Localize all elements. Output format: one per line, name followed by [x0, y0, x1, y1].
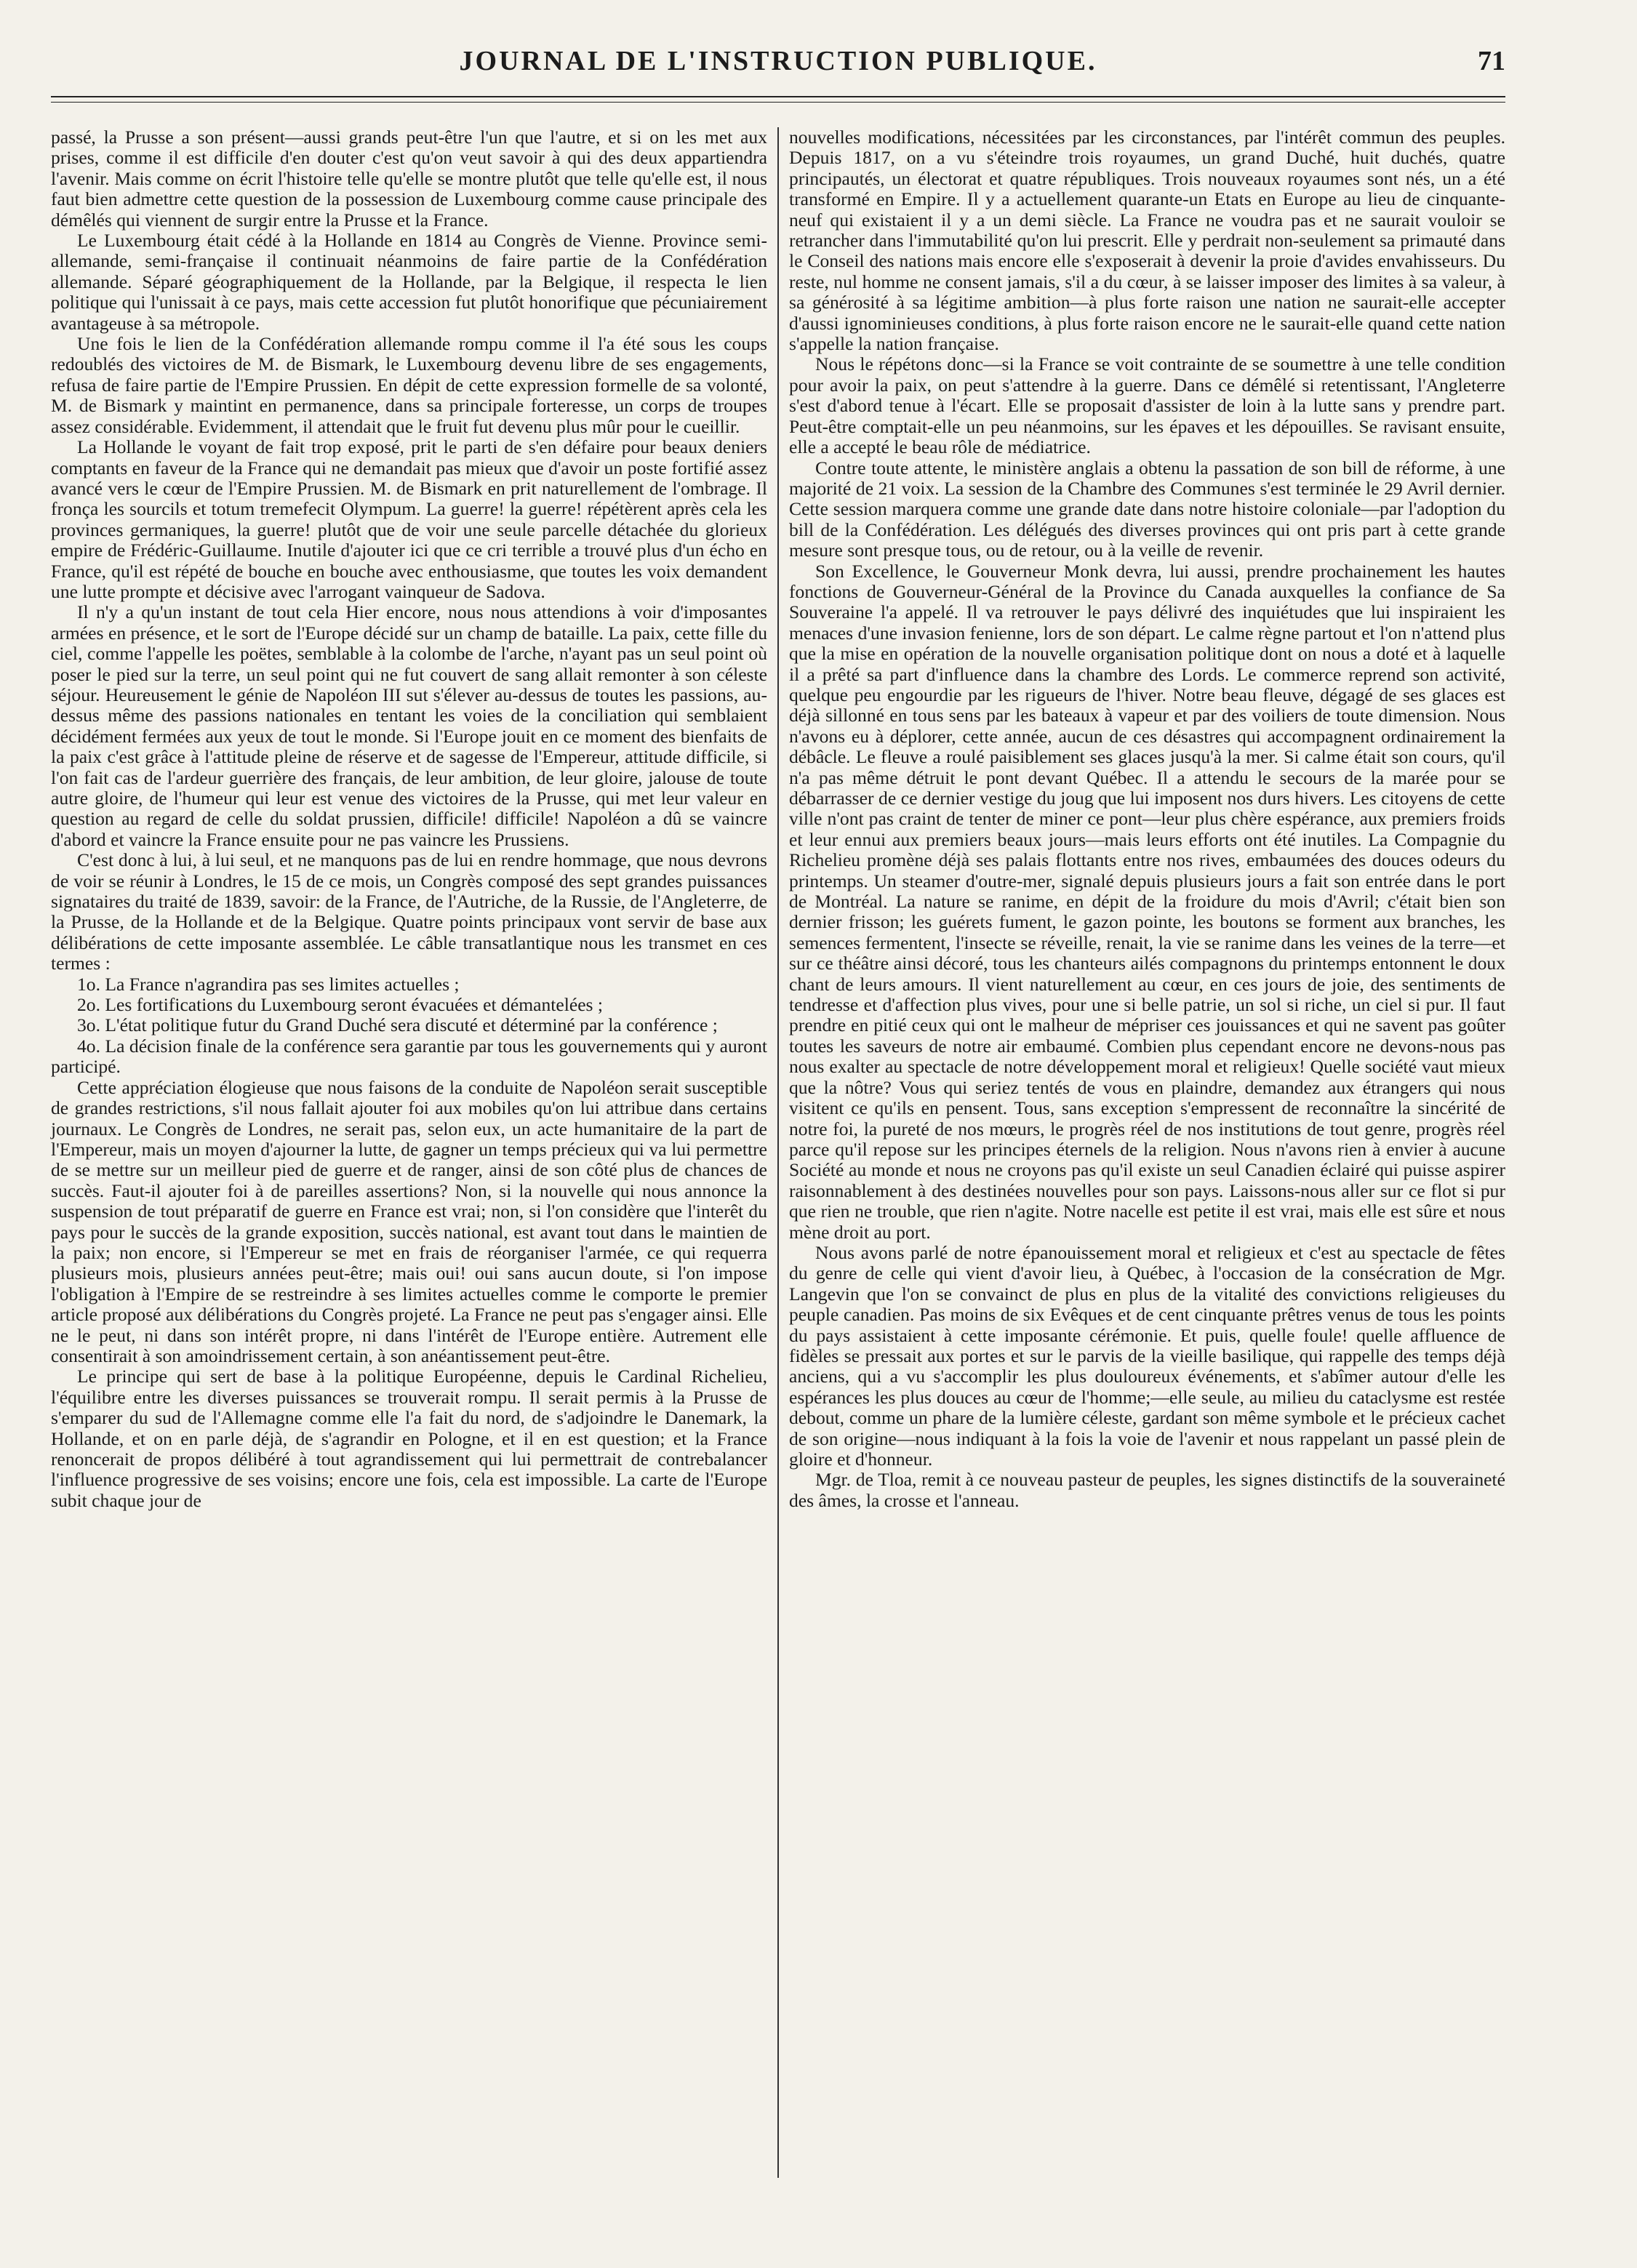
page-number: 71 [1478, 46, 1505, 76]
paragraph: nouvelles modifications, nécessitées par les circonstances, par l'intérêt commun des peuples. Depuis 1817, on a vu s'éteindre trois royaumes, un grand Duché, huit duchés, quatre principautés, un électorat et quatre républiques. Trois nouveaux royaumes sont nés, un a été transformé en Empire. Il y a actuellement quarante-un Etats en Europe au lieu de cinquante-neuf qui existaient il y a un demi siècle. La France ne voudra pas et ne saurait vouloir se retrancher dans l'immutabilité qu'on lui prescrit. Elle y perdrait non-seulement sa primauté dans le Conseil des nations mais encore elle s'exposerait à devenir la proie d'avides envahisseurs. Du reste, nul homme ne consent jamais, s'il a du cœur, à se laisser imposer des limites à sa valeur, à sa générosité à sa légitime ambition—à plus forte raison une nation ne saurait-elle accepter d'aussi ignominieuses conditions, à plus forte raison encore ne le saurait-elle quand cette nation s'appelle la nation française. [789, 127, 1505, 355]
list-item: 4o. La décision finale de la conférence sera garantie par tous les gouvernements qui y auront participé. [51, 1035, 767, 1078]
paragraph: Le principe qui sert de base à la politique Européenne, depuis le Cardinal Richelieu, l'équilibre entre les diverses puissances se trouverait rompu. Il serait permis à la Prusse de s'emparer du sud de l'Allemagne comme elle l'a fait du nord, de s'adjoindre le Danemark, la Hollande, et on en parle déjà, de s'agrandir en Pologne, et il en est question; et la France renoncerait de propos délibéré à tout agrandissement qui lui permettrait de contrebalancer l'influence progressive de ses voisins; encore une fois, cela est impossible. La carte de l'Europe subit chaque jour de [51, 1366, 767, 1511]
list-item: 1o. La France n'agrandira pas ses limites actuelles ; [77, 973, 460, 995]
header-rule-thin [51, 102, 1505, 103]
paragraph: Mgr. de Tloa, remit à ce nouveau pasteur de peuples, les signes distinctifs de la souveraineté des âmes, la crosse et l'anneau. [789, 1469, 1505, 1511]
list-item: 2o. Les fortifications du Luxembourg seront évacuées et démantelées ; [77, 994, 604, 1016]
paragraph: Nous avons parlé de notre épanouissement moral et religieux et c'est au spectacle de fêtes du genre de celle qui vient d'avoir lieu, à Québec, à l'occasion de la consécration de Mgr. Langevin que l'on se convainct de plus en plus de la vitalité des convictions religieuses du peuple canadien. Pas moins de six Evêques et de cent cinquante prêtres venus de tous les points du pays assistaient à cette imposante cérémonie. Et puis, quelle foule! quelle affluence de fidèles se pressait aux portes et sur le parvis de la vieille basilique, qui rappelle des temps déjà anciens, qui a vu s'accomplir les plus douloureux événements, et s'abîmer autour d'elle les espérances les plus douces au cœur de l'homme;—elle seule, au milieu du cataclysme est restée debout, comme un phare de la lumière céleste, gardant son même symbole et le précieux cachet de son origine—nous indiquant à la fois la voie de l'avenir et nous rappelant un passé plein de gloire et d'honneur. [789, 1241, 1505, 1470]
running-title: JOURNAL DE L'INSTRUCTION PUBLIQUE. [459, 46, 1097, 76]
header-rule [51, 96, 1505, 97]
left-column [51, 127, 767, 1511]
right-column [789, 127, 1505, 1511]
paragraph: Son Excellence, le Gouverneur Monk devra, lui aussi, prendre prochainement les hautes fonctions de Gouverneur-Général de la Province du Canada auxquelles la confiance de Sa Souveraine l'a appelé. Il va retrouver le pays délivré des inquiétudes que lui inspiraient les menaces d'une invasion fenienne, lors de son départ. Le calme règne partout et l'on n'attend plus que la mise en opération de la nouvelle organisation politique dont on nous a doté et à laquelle il a prêté sa part d'influence dans la chambre des Lords. Le commerce reprend son activité, quelque peu engourdie par les rigueurs de l'hiver. Notre beau fleuve, dégagé de ses glaces est déjà sillonné en tous sens par les bateaux à vapeur et par des voiliers de toute dimension. Nous n'avons eu à déplorer, cette année, aucun de ces désastres qui accompagnent ordinairement la débâcle. Le fleuve a roulé paisiblement ses glaces jusqu'à la mer. Si calme était son cours, qu'il n'a pas même détruit le pont devant Québec. Il a attendu le secours de la marée pour se débarrasser de ce dernier vestige du joug que lui imposent nos durs hivers. Les citoyens de cette ville n'ont pas craint de tenter de miner ce pont—leur plus chère espérance, aux premiers froids et leur ennui aux premiers beaux jours—mais leurs efforts ont été inutiles. La Compagnie du Richelieu promène déjà ses palais flottants entre nos rives, embaumées des douces odeurs du printemps. Un steamer d'outre-mer, signalé depuis plusieurs jours a fait son entrée dans le port de Montréal. La nature se ranime, en dépit de la froidure du mois d'Avril; c'était bien son dernier frisson; les guérets fument, le gazon pointe, les boutons se forment aux branches, les semences fermentent, l'insecte se réveille, renait, la vie se ranime dans les veines de la terre—et sur ce théâtre ainsi décoré, tous les chanteurs ailés compagnons du printemps entonnent le doux chant de leurs amours. Il vient naturellement au cœur, en ces jours de joie, des sentiments de tendresse et d'affection plus vives, pour une si belle patrie, un sol si riche, un ciel si pur. Il faut prendre en pitié ceux qui ont le malheur de mépriser ces jouissances et qui ne savent pas goûter toutes les saveurs de notre air embaumé. Combien plus cependant encore ne devons-nous pas nous exalter au spectacle de notre développement moral et religieux! Quelle société vaut mieux que la nôtre? Vous qui seriez tentés de vous en plaindre, demandez aux étrangers qui nous visitent ce qu'ils en pensent. Tous, sans exception s'empressent de reconnaître la sincérité de notre foi, la pureté de nos mœurs, le progrès réel de nos institutions de tout genre, progrès réel parce qu'il repose sur les principes éternels de la religion. Nous n'avons rien à envier à aucune Société au monde et nous ne croyons pas qu'il existe un seul Canadien éclairé qui puisse aspirer raisonnablement à des destinées nouvelles pour son pays. Laissons-nous aller sur ce flot si pur que rien ne trouble, que rien n'agite. Notre nacelle est petite il est vrai, mais elle est sûre et nous mène droit au port. [789, 560, 1505, 1243]
paragraph: La Hollande le voyant de fait trop exposé, prit le parti de s'en défaire pour beaux deniers comptants en faveur de la France qui ne demandait pas mieux que d'avoir un poste fortifié assez avancé vers le cœur de l'Empire Prussien. M. de Bismark en prit naturellement de l'ombrage. Il fronça les sourcils et totum tremefecit Olympum. La guerre! la guerre! répétèrent après cela les provinces germaniques, la guerre! plutôt que de voir une seule parcelle détachée du glorieux empire de Frédéric-Guillaume. Inutile d'ajouter ici que ce cri terrible a trouvé plus d'un écho en France, qu'il est répété de bouche en bouche avec enthousiasme, que toutes les voix demandent une lutte prompte et décisive avec l'arrogant vainqueur de Sadova. [51, 436, 767, 602]
paragraph: passé, la Prusse a son présent—aussi grands peut-être l'un que l'autre, et si on les met aux prises, comme il est difficile d'en douter c'est qu'on veut savoir à qui des deux appartiendra l'avenir. Mais comme on écrit l'histoire telle qu'elle se montre plutôt que telle qu'elle est, il nous faut bien admettre cette question de la possession de Luxembourg comme cause principale des démêlés qui viennent de surgir entre la Prusse et la France. [51, 127, 767, 231]
page-header [51, 38, 1505, 89]
paragraph: Nous le répétons donc—si la France se voit contrainte de se soumettre à une telle condition pour avoir la paix, on peut s'attendre à la guerre. Dans ce démêlé si retentissant, l'Angleterre s'est d'abord tenue à l'écart. Elle se proposait d'assister de loin à la lutte sans y prendre part. Peut-être comptait-elle un peu néanmoins, sur les épaves et les dépouilles. Se ravisant ensuite, elle a accepté le beau rôle de médiatrice. [789, 353, 1505, 458]
paragraph: Une fois le lien de la Confédération allemande rompu comme il l'a été sous les coups redoublés des victoires de M. de Bismark, le Luxembourg devenu libre de ses engagements, refusa de faire partie de l'Empire Prussien. En dépit de cette expression formelle de sa volonté, M. de Bismark y maintint en permanence, dans sa principale forteresse, un corps de troupes assez considérable. Evidemment, il attendait que le fruit fut devenu plus mûr pour le cueillir. [51, 333, 767, 437]
paragraph: Il n'y a qu'un instant de tout cela Hier encore, nous nous attendions à voir d'imposantes armées en présence, et le sort de l'Europe décidé sur un champ de bataille. La paix, cette fille du ciel, comme l'appelle les poëtes, semblable à la colombe de l'arche, n'ayant pas un seul point où poser le pied sur la terre, un seul point qui ne fut couvert de sang allait remonter à son céleste séjour. Heureusement le génie de Napoléon III sut s'élever au-dessus de toutes les passions, au-dessus même des passions nationales en tentant les voies de la conciliation qui semblaient décidément fermées aux yeux de tout le monde. Si l'Europe jouit en ce moment des bienfaits de la paix c'est grâce à l'attitude pleine de réserve et de sagesse de l'Empereur, attitude difficile, si l'on fait cas de l'ardeur guerrière des français, de leur ambition, de leur gloire, jalouse de toute autre gloire, de l'humeur qui leur est venue des victoires de la Prusse, qui met leur valeur en question au regard de celle du soldat prussien, difficile! difficile! Napoléon a dû se vaincre d'abord et vaincre la France ensuite pour ne pas vaincre les Prussiens. [51, 601, 767, 850]
list-item: 3o. L'état politique futur du Grand Duché sera discuté et déterminé par la conférence ; [77, 1014, 718, 1036]
paragraph: Contre toute attente, le ministère anglais a obtenu la passation de son bill de réforme, à une majorité de 21 voix. La session de la Chambre des Communes s'est terminée le 29 Avril dernier. Cette session marquera comme une grande date dans notre histoire coloniale—par l'adoption du bill de la Confédération. Les délégués des diverses provinces qui ont pris part à cette grande mesure sont presque tous, ou de retour, ou à la veille de revenir. [789, 457, 1505, 561]
column-divider [777, 127, 779, 2178]
paragraph: C'est donc à lui, à lui seul, et ne manquons pas de lui en rendre hommage, que nous devrons de voir se réunir à Londres, le 15 de ce mois, un Congrès composé des sept grandes puissances signataires du traité de 1839, savoir: de la France, de l'Autriche, de la Russie, de l'Angleterre, de la Prusse, de la Hollande et de la Belgique. Quatre points principaux vont servir de base aux délibérations de cette imposante assemblée. Le câble transatlantique nous les transmet en ces termes : [51, 849, 768, 974]
paragraph: Le Luxembourg était cédé à la Hollande en 1814 au Congrès de Vienne. Province semi-allemande, semi-française il continuait néanmoins de faire partie de la Confédération allemande. Séparé géographiquement de la Hollande, par la Belgique, il respecta le lien politique qui l'unissait à ce pays, mais cette accession fut plutôt honorifique que pécuniairement avantageuse à sa métropole. [51, 230, 767, 334]
paragraph: Cette appréciation élogieuse que nous faisons de la conduite de Napoléon serait susceptible de grandes restrictions, s'il nous fallait ajouter foi aux mobiles qu'on lui attribue dans certains journaux. Le Congrès de Londres, ne serait pas, selon eux, un acte humanitaire de la part de l'Empereur, mais un moyen d'ajourner la lutte, de gagner un temps précieux qui va lui permettre de se mettre sur un meilleur pied de guerre et de ranger, ainsi de son côté plus de chances de succès. Faut-il ajouter foi à de pareilles assertions? Non, si la nouvelle qui nous annonce la suspension de tout préparatif de guerre en France est vrai; non, si l'on considère que l'interêt du pays pour le succès de la grande exposition, succès national, est avant tout dans le maintien de la paix; non encore, si l'Empereur se met en frais de réorganiser l'armée, ce qui requerra plusieurs mois, plusieurs années peut-être; mais oui! oui sans aucun doute, si l'on impose l'obligation à l'Empire de se restreindre à ses limites actuelles comme le comporte le premier article proposé aux délibérations du Congrès projeté. La France ne peut pas s'engager ainsi. Elle ne le peut, ni dans son intérêt propre, ni dans l'intérêt de l'Europe entière. Autrement elle consentirait à son amoindrissement certain, à son anéantissement peut-être. [51, 1076, 767, 1366]
